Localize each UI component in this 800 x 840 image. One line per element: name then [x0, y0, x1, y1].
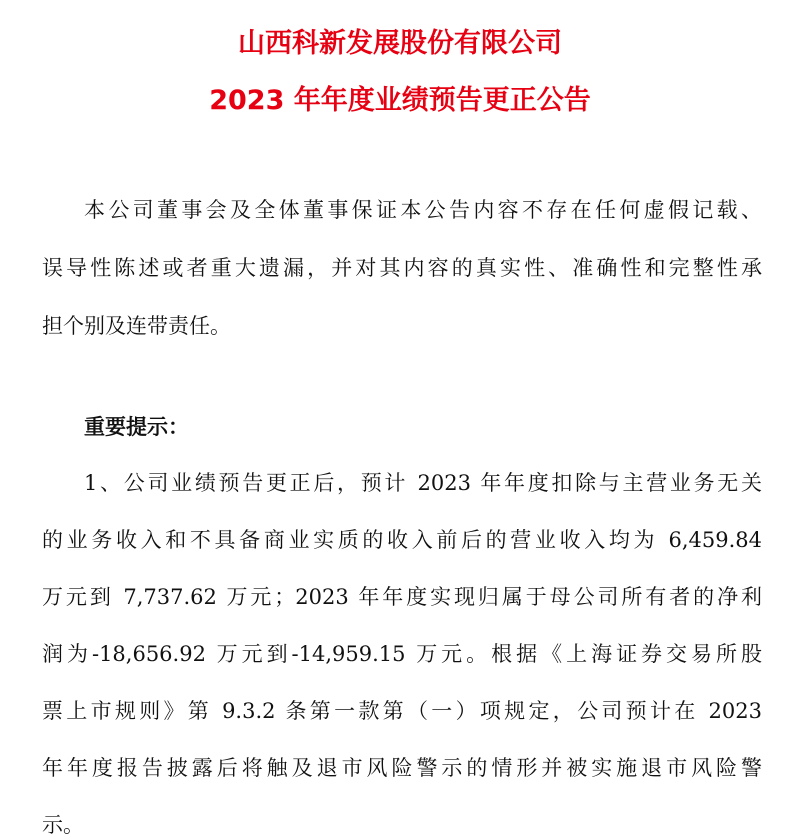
announcement-title: 2023 年年度业绩预告更正公告 [209, 85, 591, 116]
statement-line-2: 误导性陈述或者重大遗漏，并对其内容的真实性、准确性和完整性承 [42, 256, 762, 280]
notice-item1-line-2: 的业务收入和不具备商业实质的收入前后的营业收入均为 6,459.84 [42, 528, 762, 552]
statement-line-1: 本公司董事会及全体董事保证本公告内容不存在任何虚假记载、 [84, 198, 762, 222]
notice-item1-line-4: 润为-18,656.92 万元到-14,959.15 万元。根据《上海证券交易所股 [42, 642, 762, 666]
notice-item1-line-3: 万元到 7,737.62 万元；2023 年年度实现归属于母公司所有者的净利 [42, 585, 762, 609]
notice-item1-line-1: 1、公司业绩预告更正后，预计 2023 年年度扣除与主营业务无关 [84, 471, 762, 495]
important-notice-heading: 重要提示： [84, 414, 189, 439]
notice-item1-line-7: 示。 [42, 813, 84, 837]
notice-item1-line-6: 年年度报告披露后将触及退市风险警示的情形并被实施退市风险警 [42, 756, 762, 780]
statement-line-3: 担个别及连带责任。 [42, 314, 231, 338]
notice-item1-line-5: 票上市规则》第 9.3.2 条第一款第（一）项规定，公司预计在 2023 [42, 699, 762, 723]
company-name: 山西科新发展股份有限公司 [238, 28, 562, 59]
